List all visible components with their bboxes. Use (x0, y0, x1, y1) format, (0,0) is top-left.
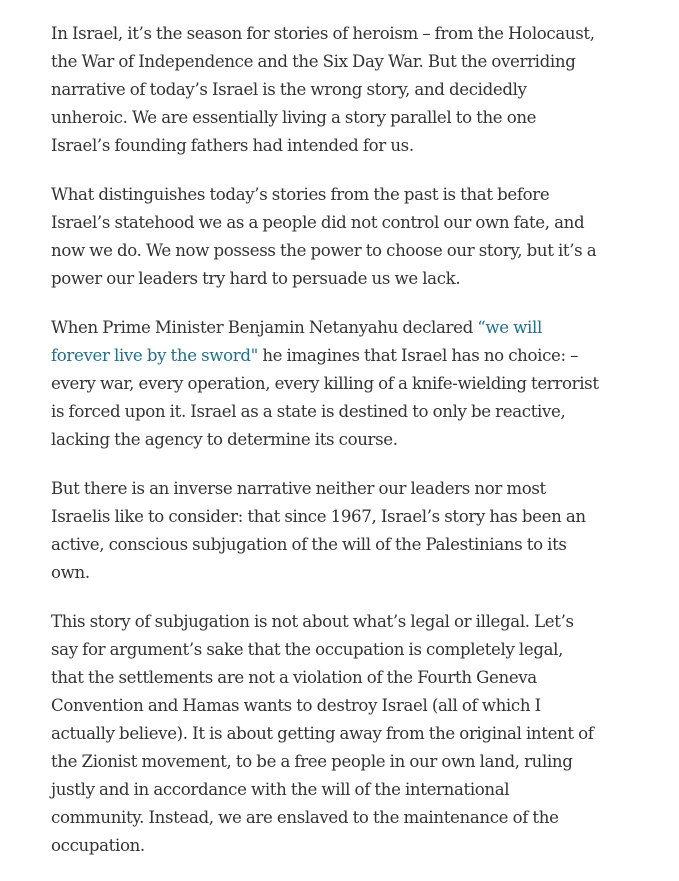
paragraph-3 (51, 314, 599, 454)
paragraph-4: But there is an inverse narrative neither our leaders nor most Israelis like to consider: that since 1967, Israel’s story has been an active, conscious subjugation of the will of the Palestinians to its own. (51, 479, 586, 582)
paragraph-3-rest: he imagines that Israel has no choice: – every war, every operation, every killing of a knife-wielding terrorist is forced upon it. Israel as a state is destined to only be reactive, lacking the agency to determine its course. (51, 346, 599, 449)
paragraph-5: This story of subjugation is not about what’s legal or illegal. Let’s say for argument’s sake that the occupation is completely legal, that the settlements are not a violation of the Fourth Geneva Convention and Hamas wants to destroy Israel (all of which I actually believe). It is about getting away from the original intent of the Zionist movement, to be a free people in our own land, ruling justly and in accordance with the will of the international community. Instead, we are enslaved to the maintenance of the occupation. (51, 612, 594, 855)
article-body (51, 20, 599, 881)
paragraph-3-intro: When Prime Minister Benjamin Netanyahu declared (51, 318, 478, 337)
sword-quote-link[interactable]: “we will forever live by the sword" (51, 318, 542, 365)
paragraph-1: In Israel, it’s the season for stories of heroism – from the Holocaust, the War of Independence and the Six Day War. But the overriding narrative of today’s Israel is the wrong story, and decidedly unheroic. We are essentially living a story parallel to the one Israel’s founding fathers had intended for us. (51, 24, 595, 155)
paragraph-2: What distinguishes today’s stories from the past is that before Israel’s statehood we as a people did not control our own fate, and now we do. We now possess the power to choose our story, but it’s a power our leaders try hard to persuade us we lack. (51, 185, 597, 288)
